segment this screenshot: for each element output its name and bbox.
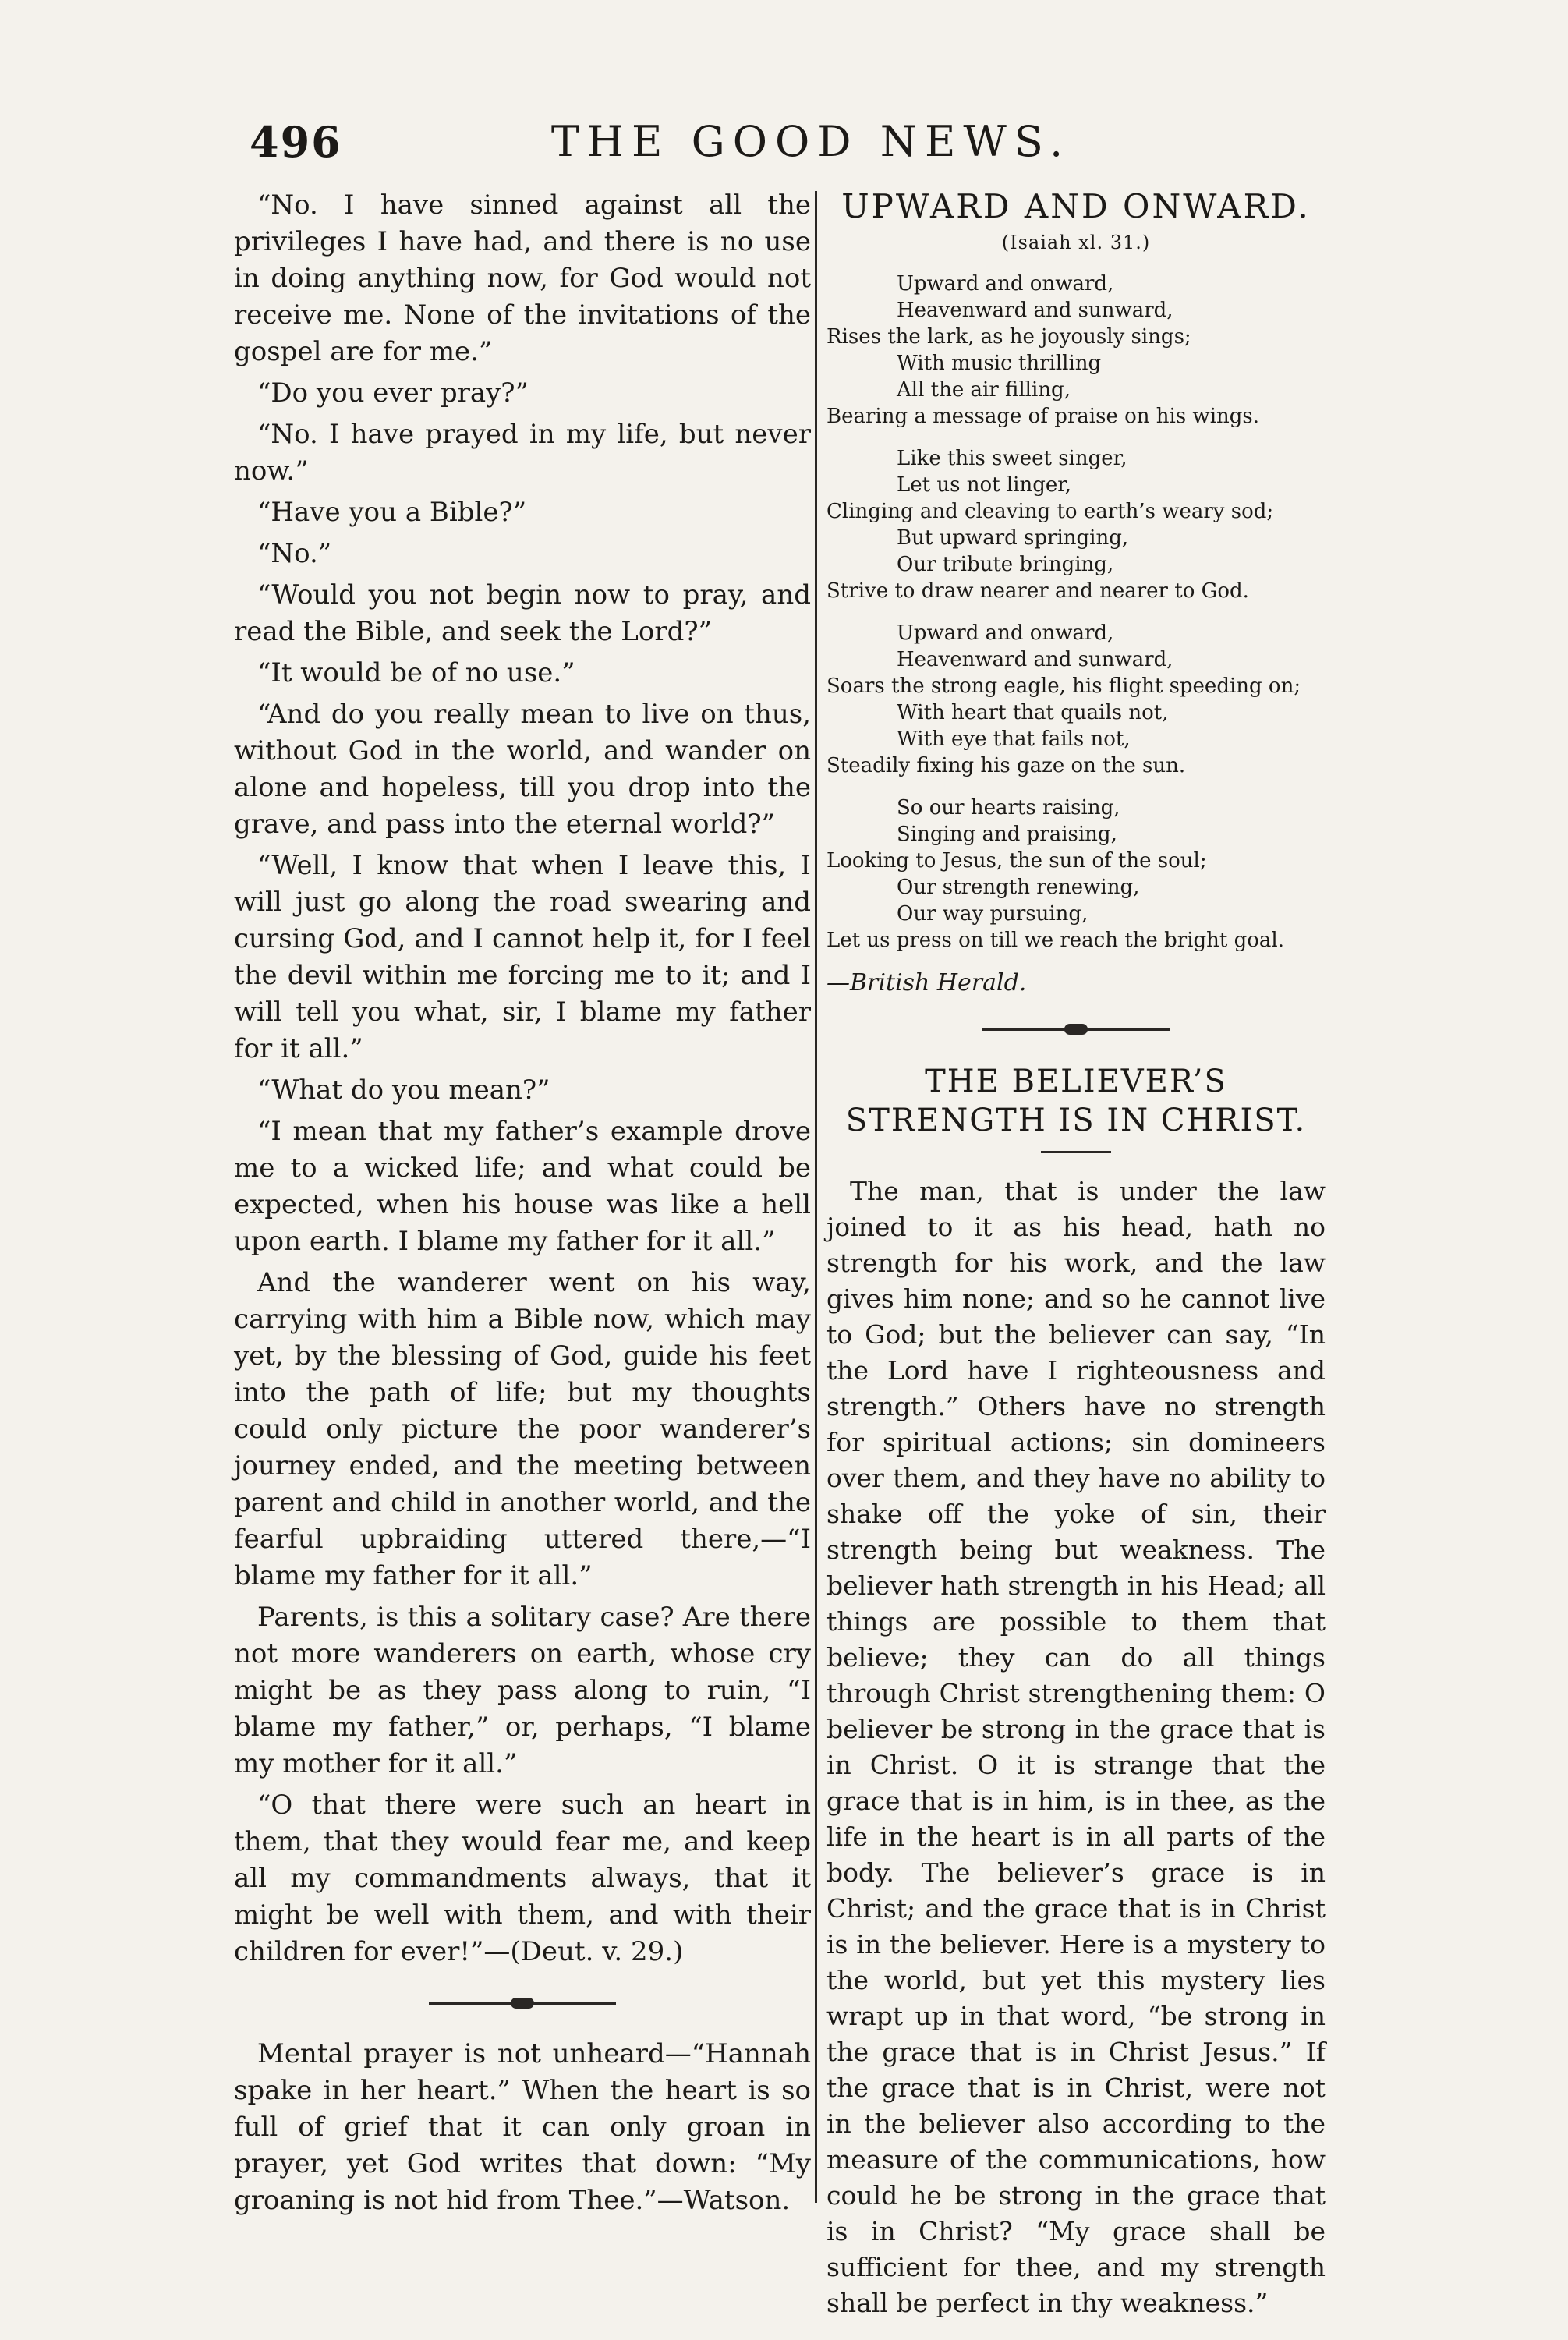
- narrative-paragraph: Parents, is this a solitary case? Are there not more wanderers on earth, whose cry might be as they pass along to ruin, “I blame my father,” or, perhaps, “I blame my mother for it all.”: [234, 1602, 811, 1779]
- title-underline: [1041, 1151, 1111, 1153]
- poem-line: With heart that quails not,: [897, 701, 1169, 724]
- poem-line: Let us not linger,: [897, 473, 1072, 497]
- poem-line: Soars the strong eagle, his flight speeding on;: [826, 674, 1301, 698]
- dialogue-line: “No. I have sinned against all the privileges I have had, and there is no use in doing anything now, for God would not receive me. None of the invitations of the gospel are for me.”: [234, 189, 811, 367]
- dialogue-line: “It would be of no use.”: [257, 657, 575, 689]
- essay-title: THE BELIEVER’S STRENGTH IS IN CHRIST.: [845, 1064, 1307, 1138]
- poem-line: Upward and onward,: [897, 621, 1114, 645]
- poem-line: Let us press on till we reach the bright goal.: [826, 929, 1284, 952]
- narrative-section: [234, 1265, 811, 1970]
- dialogue-line: “Would you not begin now to pray, and read the Bible, and seek the Lord?”: [234, 579, 811, 647]
- dialogue-line: “And do you really mean to live on thus, without God in the world, and wander on alone and hopeless, till you drop into the grave, and pass into the eternal world?”: [234, 699, 811, 840]
- poem-line: With eye that fails not,: [897, 727, 1131, 751]
- poem-line: Like this sweet singer,: [897, 447, 1127, 470]
- poem-line: Our strength renewing,: [897, 876, 1140, 899]
- poem-stanza: [826, 620, 1326, 779]
- poem: [826, 187, 1326, 997]
- poem-line: Singing and praising,: [897, 823, 1117, 846]
- scripture-quote: “O that there were such an heart in them, that they would fear me, and keep all my commandments always, that it might be well with them, and with their children for ever!”—(Deut. v. 29.): [234, 1790, 811, 1967]
- poem-line: Looking to Jesus, the sun of the soul;: [826, 849, 1207, 873]
- page-header: [187, 117, 1435, 187]
- poem-line: All the air filling,: [897, 378, 1071, 402]
- poem-stanza: [826, 795, 1326, 954]
- poem-line: Heavenward and sunward,: [897, 299, 1173, 322]
- essay-paragraph: The man, that is under the law joined to it as his head, hath no strength for his work, and the law gives him none; and so he cannot live to God; but the believer can say, “In the Lord have I righteousness and strength.” Others have no strength for spiritual actions; sin domineers over them, and they have no ability to shake off the yoke of sin, their strength being but weakness. The believer hath strength in his Head; all things are possible to them that believe; they can do all things through Christ strengthening them: O believer be strong in the grace that is in Christ. O it is strange that the grace that is in him, is in thee, as the life in the heart is in all parts of the body. The believer’s grace is in Christ; and the grace that is in Christ is in the believer. Here is a mystery to the world, but yet this mystery lies wrapt up in that word, “be strong in the grace that is in Christ Jesus.” If the grace that is in Christ, were not in the believer also according to the measure of the communications, how could he be strong in the grace that is in Christ? “My grace shall be sufficient for thee, and my strength shall be perfect in thy weakness.”: [826, 1176, 1326, 2318]
- poem-line: Rises the lark, as he joyously sings;: [826, 325, 1191, 349]
- poem-body: [826, 271, 1326, 954]
- poem-line: Steadily fixing his gaze on the sun.: [826, 754, 1186, 777]
- poem-line: Our way pursuing,: [897, 902, 1088, 926]
- left-column: [234, 187, 811, 2224]
- poem-line: But upward springing,: [897, 526, 1129, 550]
- poem-line: So our hearts raising,: [897, 796, 1120, 820]
- poem-line: Clinging and cleaving to earth’s weary sod;: [826, 500, 1274, 523]
- dialogue-line: “Do you ever pray?”: [257, 377, 529, 409]
- dialogue-line: “I mean that my father’s example drove me to a wicked life; and what could be expected, when his house was like a hell upon earth. I blame my father for it all.”: [234, 1116, 811, 1257]
- page-number: 496: [250, 117, 342, 167]
- poem-line: Heavenward and sunward,: [897, 648, 1173, 671]
- poem-stanza: [826, 271, 1326, 430]
- section-ornament-rule: [429, 2002, 616, 2005]
- running-head: THE GOOD NEWS.: [550, 117, 1071, 166]
- dialogue-line: “What do you mean?”: [257, 1074, 550, 1106]
- dialogue-line: “Well, I know that when I leave this, I will just go along the road swearing and cursing God, and I cannot help it, for I feel the devil within me forcing me to it; and I will tell you what, sir, I blame my father for it all.”: [234, 850, 811, 1064]
- dialogue-section: [234, 187, 811, 1260]
- section-ornament-rule: [982, 1028, 1170, 1031]
- poem-line: Our tribute bringing,: [897, 553, 1114, 576]
- poem-stanza: [826, 445, 1326, 604]
- poem-reference: (Isaiah xl. 31.): [1001, 232, 1151, 253]
- poem-title: UPWARD AND ONWARD.: [841, 187, 1311, 225]
- poem-line: Strive to draw nearer and nearer to God.: [826, 579, 1249, 603]
- right-column: [826, 187, 1326, 2326]
- poem-line: Upward and onward,: [897, 272, 1114, 296]
- closing-paragraph: Mental prayer is not unheard—“Hannah spake in her heart.” When the heart is so full of grief that it can only groan in prayer, yet God writes that down: “My groaning is not hid from Thee.”—Watson.: [234, 2038, 811, 2216]
- essay: [826, 1062, 1326, 2321]
- column-divider: [815, 191, 817, 2203]
- dialogue-line: “Have you a Bible?”: [257, 497, 527, 528]
- poem-line: Bearing a message of praise on his wings.: [826, 405, 1260, 428]
- narrative-paragraph: And the wanderer went on his way, carrying with him a Bible now, which may yet, by the blessing of God, guide his feet into the path of life; but my thoughts could only picture the poor wanderer’s journey ended, and the meeting between parent and child in another world, and the fearful upbraiding uttered there,—“I blame my father for it all.”: [234, 1267, 811, 1591]
- poem-line: With music thrilling: [897, 352, 1102, 375]
- poem-source: —British Herald.: [826, 969, 1027, 997]
- dialogue-line: “No.”: [257, 538, 332, 569]
- dialogue-line: “No. I have prayed in my life, but never now.”: [234, 419, 811, 487]
